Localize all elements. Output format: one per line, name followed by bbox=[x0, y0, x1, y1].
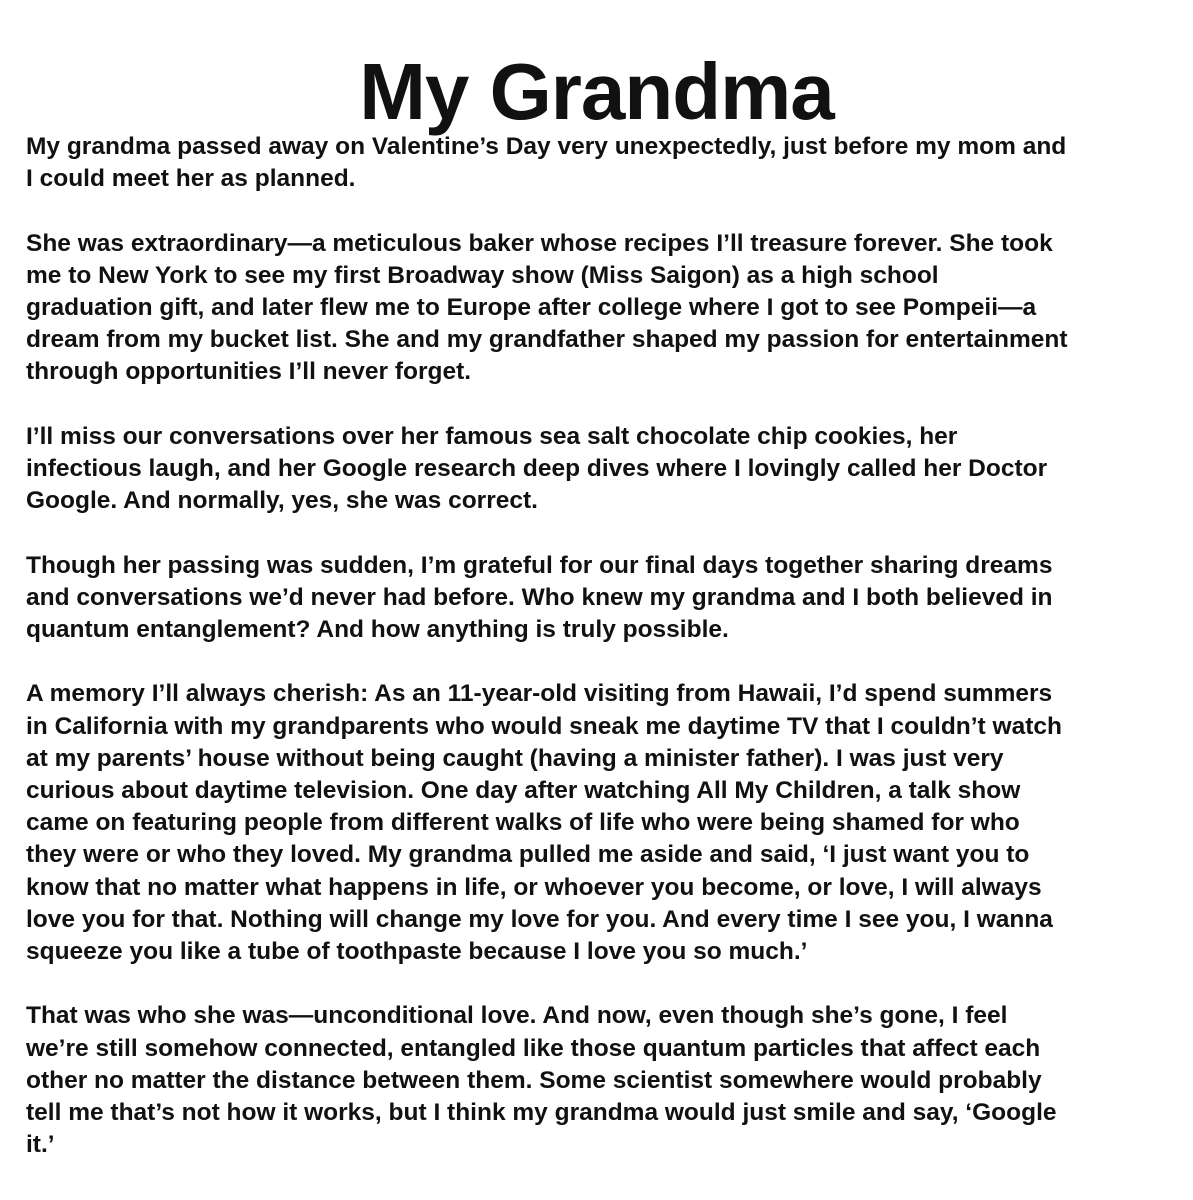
paragraph: My grandma passed away on Valentine’s Day very unexpectedly, just before my mom and I could meet her as planned. bbox=[26, 133, 1067, 193]
document-body bbox=[26, 131, 1171, 1194]
page-title: My Grandma bbox=[359, 47, 834, 136]
paragraph: A memory I’ll always cherish: As an 11-year-old visiting from Hawaii, I’d spend summers in California with my grandparents who would sneak me daytime TV that I couldn’t watch at my parents’ house without being caught (having a minister father). I was just very curious about daytime television. One day after watching All My Children, a talk show came on featuring people from different walks of life who were being shamed for who they were or who they loved. My grandma pulled me aside and said, ‘I just want you to know that no matter what happens in life, or whoever you become, or love, I will always love you for that. Nothing will change my love for you. And every time I see you, I wanna squeeze you like a tube of toothpaste because I love you so much.’ bbox=[26, 680, 1062, 966]
paragraph: I’ll miss our conversations over her famous sea salt chocolate chip cookies, her infectious laugh, and her Google research deep dives where I lovingly called her Doctor Google. And normally, yes, she was correct. bbox=[26, 422, 1048, 515]
paragraph: She was extraordinary—a meticulous baker whose recipes I’ll treasure forever. She took me to New York to see my first Broadway show (Miss Saigon) as a high school graduation gift, and later flew me to Europe after college where I got to see Pompeii—a dream from my bucket list. She and my grandfather shaped my passion for entertainment through opportunities I’ll never forget. bbox=[26, 229, 1068, 386]
paragraph: That was who she was—unconditional love. And now, even though she’s gone, I feel we’re still somehow connected, entangled like those quantum particles that affect each other no matter the distance between them. Some scientist somewhere would probably tell me that’s not how it works, but I think my grandma would just smile and say, ‘Google it.’ bbox=[26, 1002, 1057, 1159]
paragraph: Though her passing was sudden, I’m grateful for our final days together sharing dreams and conversations we’d never had before. Who knew my grandma and I both believed in quantum entanglement? And how anything is truly possible. bbox=[26, 551, 1053, 643]
